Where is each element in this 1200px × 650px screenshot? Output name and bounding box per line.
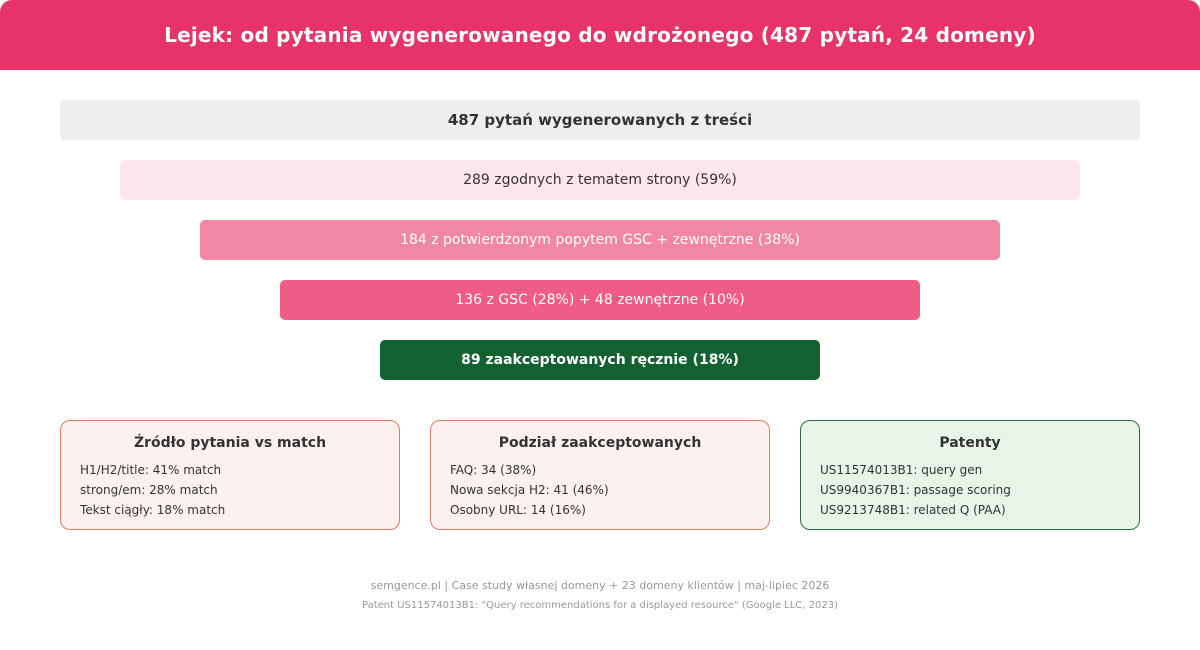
card-line: Nowa sekcja H2: 41 (46%) — [450, 483, 609, 497]
funnel-stage-topic-match — [120, 160, 1080, 200]
funnel-stage-label: 289 zgodnych z tematem strony (59%) — [463, 172, 737, 188]
card-title: Patenty — [939, 435, 1001, 451]
card-line: US9213748B1: related Q (PAA) — [820, 503, 1006, 517]
card-title: Źródło pytania vs match — [133, 435, 327, 451]
footer-patent-note: Patent US11574013B1: "Query recommendations for a displayed resource" (Google LLC, 2023) — [361, 600, 838, 611]
card-accepted-split — [430, 420, 770, 530]
page-title: Lejek: od pytania wygenerowanego do wdrożonego (487 pytań, 24 domeny) — [164, 23, 1036, 47]
funnel-stage-demand-confirmed — [200, 220, 1000, 260]
funnel-stage-generated — [60, 100, 1140, 140]
header-banner — [0, 0, 1200, 70]
card-question-source — [60, 420, 400, 530]
card-title: Podział zaakceptowanych — [498, 435, 702, 451]
funnel-stage-source-split — [280, 280, 920, 320]
card-line: FAQ: 34 (38%) — [450, 463, 537, 477]
funnel-stage-label: 136 z GSC (28%) + 48 zewnętrzne (10%) — [455, 292, 745, 308]
funnel-stage-label: 89 zaakceptowanych ręcznie (18%) — [461, 352, 739, 368]
card-line: strong/em: 28% match — [80, 483, 218, 497]
card-line: H1/H2/title: 41% match — [80, 463, 222, 477]
funnel-stage-accepted — [380, 340, 820, 380]
card-patents — [800, 420, 1140, 530]
footer-source: semgence.pl | Case study własnej domeny + 23 domeny klientów | maj-lipiec 2026 — [370, 579, 830, 592]
card-line: US9940367B1: passage scoring — [820, 483, 1011, 497]
card-line: US11574013B1: query gen — [820, 463, 983, 477]
funnel-stage-label: 184 z potwierdzonym popytem GSC + zewnętrzne (38%) — [400, 232, 800, 248]
card-line: Tekst ciągły: 18% match — [80, 503, 226, 517]
card-line: Osobny URL: 14 (16%) — [450, 503, 586, 517]
funnel-stage-label: 487 pytań wygenerowanych z treści — [447, 111, 753, 129]
